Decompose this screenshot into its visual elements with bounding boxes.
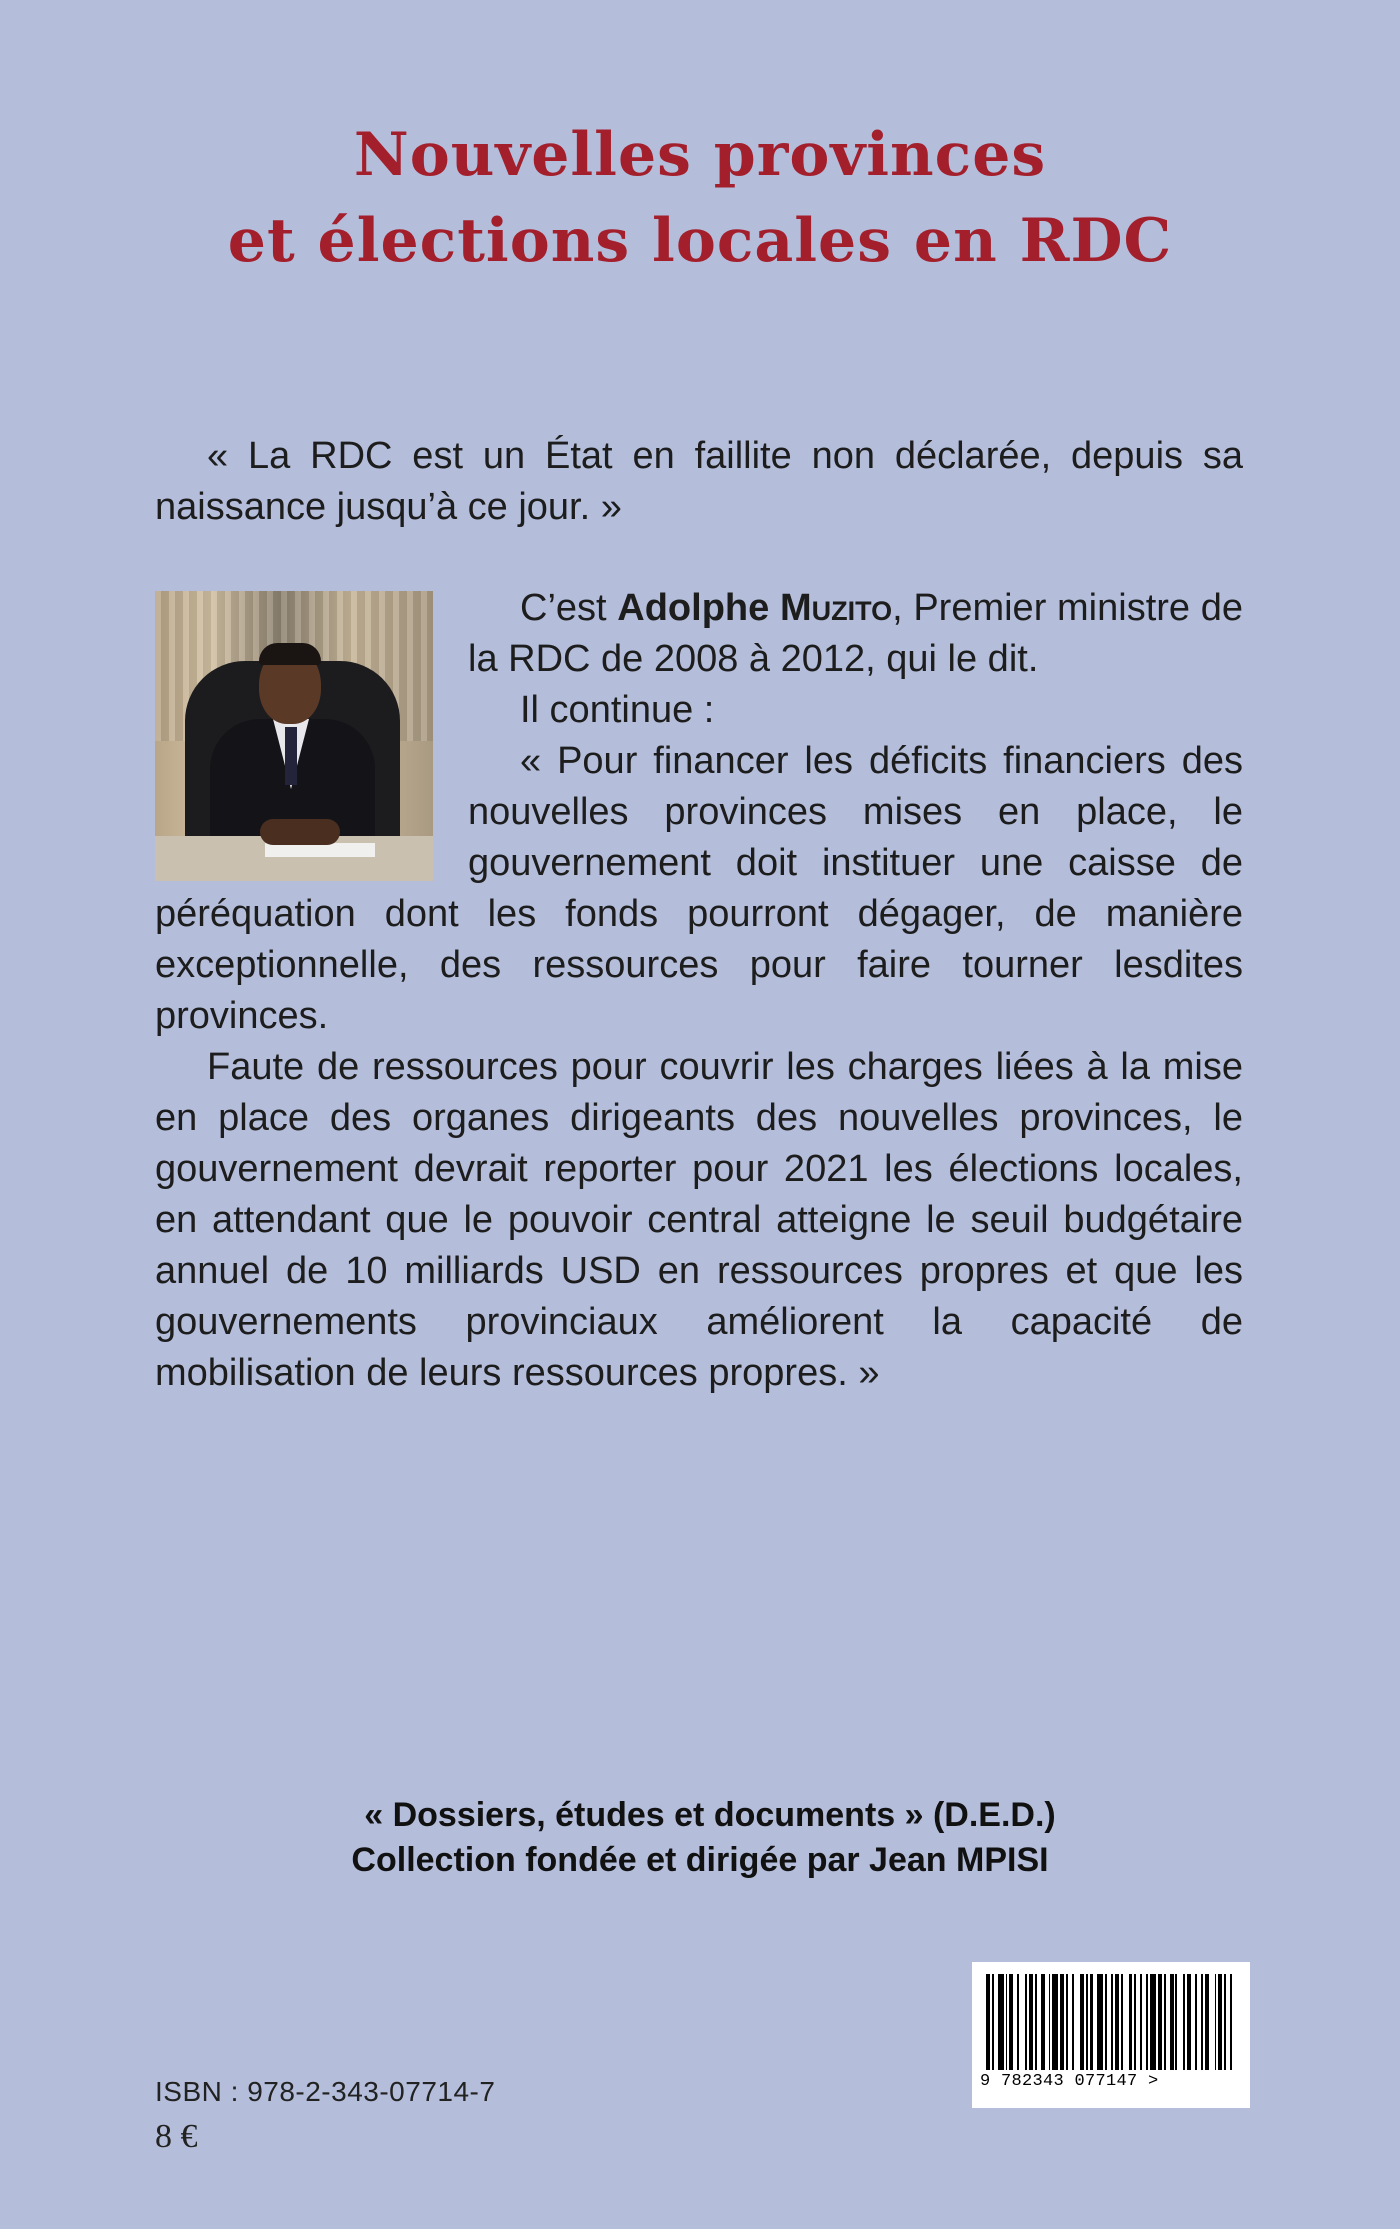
author-photo bbox=[155, 591, 433, 881]
collection-name: « Dossiers, études et documents » (D.E.D.) bbox=[364, 1796, 1056, 1834]
author-first-name: Adolphe bbox=[617, 587, 770, 629]
attribution-suffix: , Premier ministre de la RDC de 2008 à 2012, qui le dit. bbox=[468, 587, 1243, 680]
quote-paragraph-1: « Pour financer les déficits financiers des nouvelles provinces mises en place, le gouvernement doit instituer une caisse de péréquation dont les fonds pourront dégager, de manière exceptionnelle, des ressources pour faire tourner lesdites provinces. bbox=[155, 740, 1243, 1037]
isbn: ISBN : 978-2-343-07714-7 bbox=[155, 2076, 496, 2107]
barcode-digits: 9 782343 077147 > bbox=[980, 2072, 1159, 2091]
book-title bbox=[0, 112, 1400, 284]
author-last-name: Muzito bbox=[779, 587, 893, 629]
attribution-prefix: C’est bbox=[520, 587, 618, 629]
barcode-bars bbox=[986, 1974, 1236, 2070]
price: 8 € bbox=[155, 2118, 198, 2155]
main-text-block bbox=[155, 583, 1243, 1399]
collection-info bbox=[0, 1793, 1400, 1883]
title-line-1: Nouvelles provinces bbox=[353, 120, 1047, 190]
opening-quote: « La RDC est un État en faillite non déclarée, depuis sa naissance jusqu’à ce jour. » bbox=[155, 435, 1243, 528]
barcode-bar bbox=[1232, 1974, 1236, 2070]
quote-paragraph-2: Faute de ressources pour couvrir les charges liées à la mise en place des organes dirigeants des nouvelles provinces, le gouvernement devrait reporter pour 2021 les élections locales, en attendant que le pouvoir central atteigne le seuil budgétaire annuel de 10 milliards USD en ressources propres et que les gouvernements provinciaux améliorent la capacité de mobilisation de leurs ressources propres. » bbox=[155, 1046, 1243, 1394]
continue-label: Il continue : bbox=[520, 689, 715, 731]
barcode bbox=[972, 1962, 1250, 2108]
title-line-2: et élections locales en RDC bbox=[227, 206, 1173, 276]
collection-director: Collection fondée et dirigée par Jean MPISI bbox=[351, 1841, 1049, 1879]
